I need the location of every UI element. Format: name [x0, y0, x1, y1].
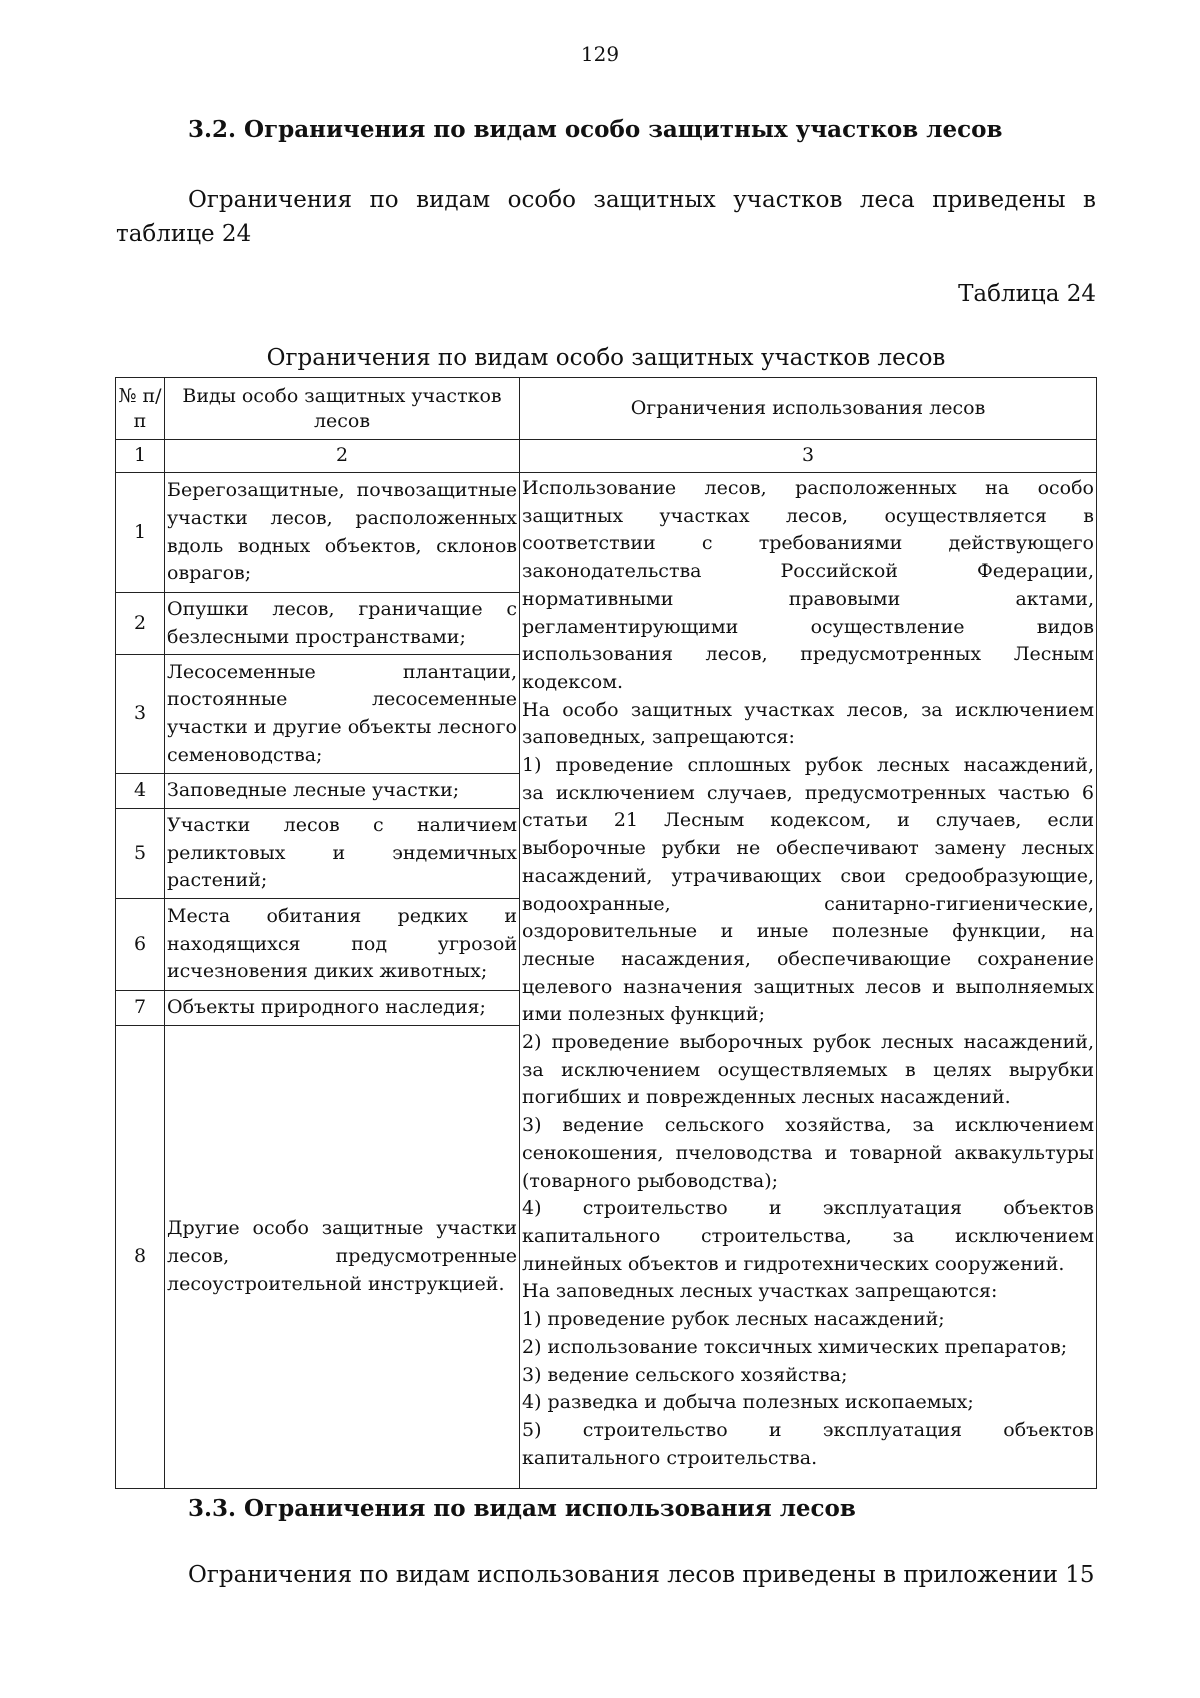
restriction-line: регламентирующими осуществление видов: [522, 615, 1094, 638]
column-number: 2: [165, 440, 520, 473]
row-kind: Другие особо защитные участки лесов, предусмотренные лесоустроительной инструкцией.: [165, 1026, 520, 1489]
column-number-row: [116, 440, 1097, 473]
restriction-line: 3) ведение сельского хозяйства, за исключением: [522, 1114, 1094, 1137]
row-number: 6: [116, 899, 165, 991]
section-heading-3-2: 3.2. Ограничения по видам особо защитных участков лесов: [188, 116, 1003, 143]
restriction-line: за исключением случаев, предусмотренных частью 6: [522, 781, 1094, 804]
restriction-line: защитных участках лесов, осуществляется в: [522, 504, 1094, 527]
restriction-line: капитального строительства.: [522, 1446, 818, 1469]
restriction-line: капитального строительства, за исключением: [522, 1224, 1094, 1247]
restriction-line: заповедных, запрещаются:: [522, 726, 795, 749]
restriction-line: 1) проведение рубок лесных насаждений;: [522, 1308, 945, 1331]
restriction-line: статьи 21 Лесным кодексом, и случаев, если: [522, 809, 1094, 832]
restriction-line: использования лесов, предусмотренных Лесным: [522, 643, 1094, 666]
row-kind: Участки лесов с наличием реликтовых и эндемичных растений;: [165, 809, 520, 899]
restriction-line: 1) проведение сплошных рубок лесных насаждений,: [522, 754, 1094, 777]
intro-paragraph: Ограничения по видам особо защитных участков леса приведены в таблице 24: [116, 187, 1096, 247]
row-kind: Берегозащитные, почвозащитные участки лесов, расположенных вдоль водных объектов, склонов оврагов;: [165, 473, 520, 593]
row-kind: Лесосеменные плантации, постоянные лесосеменные участки и другие объекты лесного семеноводства;: [165, 655, 520, 774]
table-header-row: [116, 378, 1097, 440]
table-caption: Ограничения по видам особо защитных участков лесов: [266, 345, 946, 371]
restriction-line: ими полезных функций;: [522, 1003, 766, 1026]
restriction-line: 5) строительство и эксплуатация объектов: [522, 1418, 1094, 1441]
restriction-line: На особо защитных участках лесов, за исключением: [522, 698, 1094, 721]
restriction-line: сенокошения, пчеловодства и товарной аквакультуры: [522, 1141, 1094, 1164]
restriction-line: соответствии с требованиями действующего: [522, 532, 1094, 555]
column-number: 3: [520, 440, 1097, 473]
restriction-line: 4) разведка и добыча полезных ископаемых;: [522, 1391, 974, 1414]
restriction-line: Использование лесов, расположенных на особо: [522, 477, 1094, 499]
column-number: 1: [116, 440, 165, 473]
row-number: 5: [116, 809, 165, 899]
row-number: 2: [116, 593, 165, 655]
restriction-line: водоохранные, санитарно-гигиенические,: [522, 892, 1094, 915]
row-number: 7: [116, 991, 165, 1026]
header-restrictions: Ограничения использования лесов: [520, 378, 1097, 440]
restriction-line: 2) проведение выборочных рубок лесных насаждений,: [522, 1031, 1094, 1054]
restriction-line: На заповедных лесных участках запрещаются:: [522, 1280, 998, 1303]
restriction-line: 4) строительство и эксплуатация объектов: [522, 1197, 1094, 1220]
restriction-line: целевого назначения защитных лесов и выполняемых: [522, 975, 1094, 998]
restriction-line: (товарного рыбоводства);: [522, 1169, 779, 1192]
row-number: 8: [116, 1026, 165, 1489]
restriction-line: лесные насаждения, обеспечивающие сохранение: [522, 947, 1094, 970]
row-kind: Заповедные лесные участки;: [165, 774, 520, 809]
restriction-line: насаждений, утрачивающих свои средообразующие,: [522, 864, 1094, 887]
table-label: Таблица 24: [958, 281, 1096, 307]
page-number: 129: [580, 42, 620, 66]
restriction-line: 3) ведение сельского хозяйства;: [522, 1363, 848, 1386]
section-heading-3-3: 3.3. Ограничения по видам использования лесов: [188, 1495, 856, 1522]
restrictions-text: [522, 475, 1094, 1472]
restriction-line: кодексом.: [522, 670, 624, 693]
restrictions-cell: [520, 473, 1097, 1489]
header-num: № п/п: [116, 378, 165, 440]
restriction-line: погибших и поврежденных лесных насаждений.: [522, 1086, 1011, 1109]
table-row: [116, 473, 1097, 593]
row-number: 3: [116, 655, 165, 774]
closing-paragraph: Ограничения по видам использования лесов приведены в приложении 15: [188, 1562, 1095, 1588]
row-kind: Опушки лесов, граничащие с безлесными пространствами;: [165, 593, 520, 655]
row-kind: Объекты природного наследия;: [165, 991, 520, 1026]
row-number: 1: [116, 473, 165, 593]
row-number: 4: [116, 774, 165, 809]
restriction-line: нормативными правовыми актами,: [522, 587, 1094, 610]
restriction-line: законодательства Российской Федерации,: [522, 560, 1094, 583]
restriction-line: за исключением осуществляемых в целях вырубки: [522, 1058, 1094, 1081]
restriction-line: оздоровительные и иные полезные функции, на: [522, 920, 1094, 943]
row-kind: Места обитания редких и находящихся под угрозой исчезновения диких животных;: [165, 899, 520, 991]
restrictions-table: [115, 377, 1097, 1489]
restriction-line: выборочные рубки не обеспечивают замену лесных: [522, 837, 1094, 860]
header-kind: Виды особо защитных участков лесов: [165, 378, 520, 440]
restriction-line: 2) использование токсичных химических препаратов;: [522, 1335, 1068, 1358]
restriction-line: линейных объектов и гидротехнических сооружений.: [522, 1252, 1065, 1275]
